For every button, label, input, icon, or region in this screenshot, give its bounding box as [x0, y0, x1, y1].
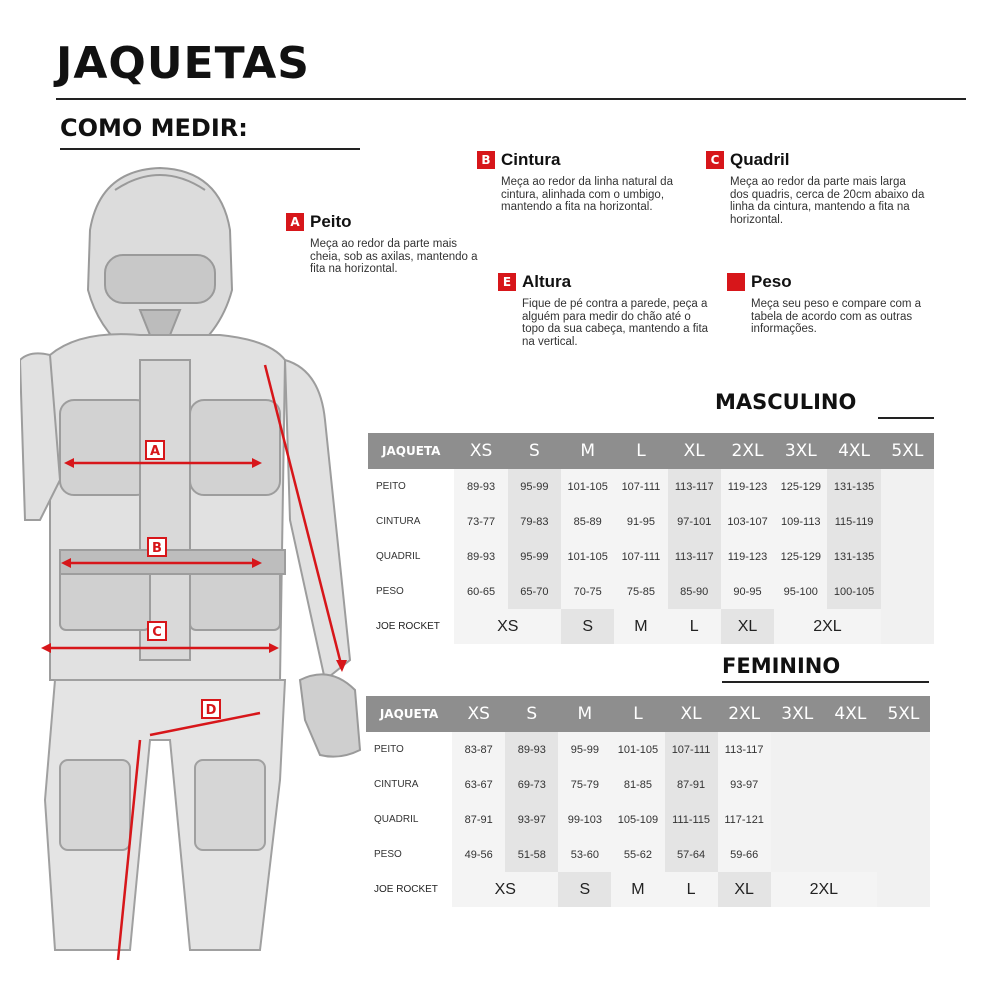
table-cell: 93-97	[718, 767, 771, 802]
table-cell	[824, 767, 877, 802]
table-cell: 70-75	[561, 574, 614, 609]
header-size: XL	[665, 696, 718, 732]
feminino-divider	[722, 681, 929, 683]
header-size: S	[508, 433, 561, 469]
masculino-size-table	[368, 433, 934, 644]
table-cell: 125-129	[774, 539, 827, 574]
table-cell: 100-105	[827, 574, 880, 609]
svg-text:D: D	[205, 703, 217, 718]
masculino-divider	[878, 417, 934, 419]
joe-rocket-size: XS	[454, 609, 561, 644]
joe-rocket-size: XS	[452, 872, 558, 907]
figure-label-a	[146, 441, 164, 459]
header-size: 5XL	[881, 433, 934, 469]
row-label: PESO	[376, 586, 404, 597]
table-cell: 89-93	[454, 539, 507, 574]
svg-text:B: B	[152, 541, 162, 556]
row-label: QUADRIL	[374, 814, 419, 825]
table-cell	[824, 732, 877, 767]
table-cell: 91-95	[614, 504, 667, 539]
table-row	[366, 802, 930, 837]
joe-rocket-size: M	[611, 872, 664, 907]
masculino-heading: MASCULINO	[715, 390, 857, 414]
table-cell: 115-119	[827, 504, 880, 539]
table-cell: 101-105	[611, 732, 664, 767]
table-cell: 95-100	[774, 574, 827, 609]
measure-peso-desc: Meça seu peso e compare com a tabela de acordo com as outras informações.	[751, 298, 922, 335]
page-title: JAQUETAS	[56, 38, 310, 89]
badge-b: B	[477, 151, 495, 169]
joe-rocket-size: S	[558, 872, 611, 907]
table-cell	[877, 767, 930, 802]
table-cell: 90-95	[721, 574, 774, 609]
measure-altura	[498, 272, 713, 348]
helmet-icon	[88, 168, 232, 360]
header-jaqueta: JAQUETA	[368, 433, 454, 469]
table-cell: 119-123	[721, 539, 774, 574]
measure-altura-name: Altura	[522, 272, 572, 291]
figure-label-b	[148, 538, 166, 556]
table-row	[366, 732, 930, 767]
header-size: M	[561, 433, 614, 469]
table-cell: 101-105	[561, 469, 614, 504]
badge-a: A	[286, 213, 304, 231]
joe-rocket-size: 2XL	[771, 872, 877, 907]
header-size: 3XL	[771, 696, 824, 732]
row-label: CINTURA	[374, 779, 419, 790]
table-cell: 101-105	[561, 539, 614, 574]
table-cell: 55-62	[611, 837, 664, 872]
table-cell: 89-93	[505, 732, 558, 767]
row-label: PESO	[374, 849, 402, 860]
table-cell: 60-65	[454, 574, 507, 609]
figure-label-d	[202, 700, 220, 718]
table-cell: 113-117	[668, 539, 721, 574]
table-row	[368, 574, 934, 609]
table-cell	[877, 802, 930, 837]
feminino-heading: FEMININO	[722, 654, 841, 678]
table-cell: 75-85	[614, 574, 667, 609]
joe-rocket-size: L	[665, 872, 718, 907]
joe-rocket-size: L	[668, 609, 721, 644]
measure-peito-name: Peito	[310, 212, 352, 231]
table-row	[368, 539, 934, 574]
table-row	[368, 504, 934, 539]
table-cell	[771, 732, 824, 767]
header-size: L	[611, 696, 664, 732]
header-size: 5XL	[877, 696, 930, 732]
table-cell: 69-73	[505, 767, 558, 802]
table-cell: 51-58	[505, 837, 558, 872]
table-cell: 85-90	[668, 574, 721, 609]
table-cell: 79-83	[508, 504, 561, 539]
table-cell: 113-117	[718, 732, 771, 767]
header-size: XL	[668, 433, 721, 469]
table-row	[368, 469, 934, 504]
table-cell: 131-135	[827, 469, 880, 504]
joe-rocket-size: XL	[721, 609, 774, 644]
joe-rocket-size: XL	[718, 872, 771, 907]
table-cell: 57-64	[665, 837, 718, 872]
how-to-measure-heading: COMO MEDIR:	[60, 114, 248, 142]
measure-peso	[727, 272, 937, 336]
row-label: CINTURA	[376, 516, 421, 527]
joe-rocket-size	[881, 609, 934, 644]
table-cell: 65-70	[508, 574, 561, 609]
table-cell: 89-93	[454, 469, 507, 504]
subtitle-divider	[60, 148, 360, 150]
title-divider	[56, 98, 966, 100]
table-cell	[771, 767, 824, 802]
joe-rocket-row	[368, 609, 934, 644]
table-cell: 93-97	[505, 802, 558, 837]
table-cell: 99-103	[558, 802, 611, 837]
header-size: XS	[452, 696, 505, 732]
table-cell	[881, 539, 934, 574]
header-size: 4XL	[827, 433, 880, 469]
table-cell	[877, 732, 930, 767]
table-cell: 95-99	[558, 732, 611, 767]
table-cell: 125-129	[774, 469, 827, 504]
badge-c: C	[706, 151, 724, 169]
header-size: L	[614, 433, 667, 469]
table-cell: 59-66	[718, 837, 771, 872]
table-cell	[824, 837, 877, 872]
measure-cintura-desc: Meça ao redor da linha natural da cintura, alinhada com o umbigo, mantendo a fita na horizontal.	[501, 176, 673, 213]
table-cell: 53-60	[558, 837, 611, 872]
header-size: S	[505, 696, 558, 732]
table-cell	[881, 574, 934, 609]
table-cell: 73-77	[454, 504, 507, 539]
table-row	[366, 837, 930, 872]
glove-icon	[300, 674, 360, 756]
table-cell: 107-111	[614, 539, 667, 574]
table-row	[366, 767, 930, 802]
table-cell: 95-99	[508, 469, 561, 504]
row-label: QUADRIL	[376, 551, 421, 562]
table-cell	[881, 504, 934, 539]
table-cell: 95-99	[508, 539, 561, 574]
header-jaqueta: JAQUETA	[366, 696, 452, 732]
table-cell: 87-91	[665, 767, 718, 802]
table-cell: 87-91	[452, 802, 505, 837]
table-cell: 117-121	[718, 802, 771, 837]
table-cell: 109-113	[774, 504, 827, 539]
joe-rocket-size: M	[614, 609, 667, 644]
joe-rocket-size: S	[561, 609, 614, 644]
header-size: 3XL	[774, 433, 827, 469]
header-size: 2XL	[721, 433, 774, 469]
table-cell: 83-87	[452, 732, 505, 767]
header-size: XS	[454, 433, 507, 469]
table-cell: 85-89	[561, 504, 614, 539]
joe-rocket-size	[877, 872, 930, 907]
figure-label-c	[148, 622, 166, 640]
table-cell: 111-115	[665, 802, 718, 837]
measure-cintura	[477, 150, 687, 214]
measure-peito-desc: Meça ao redor da parte mais cheia, sob as axilas, mantendo a fita na horizontal.	[310, 238, 478, 275]
joe-rocket-size: 2XL	[774, 609, 881, 644]
measure-peito	[286, 212, 486, 276]
table-cell	[877, 837, 930, 872]
joe-rocket-row	[366, 872, 930, 907]
measure-cintura-name: Cintura	[501, 150, 561, 169]
table-cell: 113-117	[668, 469, 721, 504]
table-cell: 49-56	[452, 837, 505, 872]
row-label: JOE ROCKET	[376, 621, 440, 632]
badge-e: E	[498, 273, 516, 291]
svg-text:C: C	[152, 625, 162, 640]
table-cell: 97-101	[668, 504, 721, 539]
measure-quadril	[706, 150, 926, 226]
table-cell: 131-135	[827, 539, 880, 574]
row-label: PEITO	[374, 744, 404, 755]
measure-quadril-name: Quadril	[730, 150, 790, 169]
rider-measurement-figure	[20, 160, 380, 960]
table-cell: 103-107	[721, 504, 774, 539]
table-cell: 105-109	[611, 802, 664, 837]
table-cell	[824, 802, 877, 837]
table-cell: 75-79	[558, 767, 611, 802]
table-cell	[771, 837, 824, 872]
table-cell: 107-111	[614, 469, 667, 504]
svg-text:A: A	[149, 444, 161, 459]
row-label: PEITO	[376, 481, 406, 492]
header-size: 2XL	[718, 696, 771, 732]
badge-peso	[727, 273, 745, 291]
pants-icon	[45, 680, 285, 950]
table-cell: 81-85	[611, 767, 664, 802]
table-cell: 119-123	[721, 469, 774, 504]
feminino-size-table	[366, 696, 930, 907]
row-label: JOE ROCKET	[374, 884, 438, 895]
table-cell	[771, 802, 824, 837]
header-size: 4XL	[824, 696, 877, 732]
table-cell	[881, 469, 934, 504]
measure-quadril-desc: Meça ao redor da parte mais larga dos quadris, cerca de 20cm abaixo da linha da cintura, mantendo a fita na horizontal.	[730, 176, 925, 226]
table-cell: 63-67	[452, 767, 505, 802]
table-cell: 107-111	[665, 732, 718, 767]
measure-altura-desc: Fique de pé contra a parede, peça a alguém para medir do chão até o topo da sua cabeça, mantendo a fita na vertical.	[522, 298, 709, 348]
header-size: M	[558, 696, 611, 732]
measure-peso-name: Peso	[751, 272, 792, 291]
